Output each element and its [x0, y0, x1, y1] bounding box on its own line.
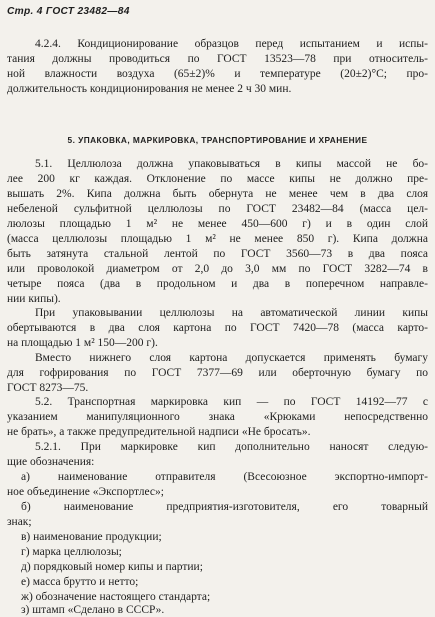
list-item: д) порядковый номер кипы и партии;	[21, 561, 203, 573]
page-header: Стр. 4 ГОСТ 23482—84	[7, 6, 130, 17]
list-item: а) наименование отправителя (Всесоюзное экспортно-импорт-	[21, 471, 428, 483]
text-line: быть затянута стальной лентой по ГОСТ 3560—73 в два пояса	[7, 248, 428, 260]
text-line: 4.2.4. Кондиционирование образцов перед испытанием и испы-	[35, 38, 428, 50]
text-line: лее 200 кг каждая. Отклонение по массе кипы не должно пре-	[7, 173, 428, 185]
section-title: 5. УПАКОВКА, МАРКИРОВКА, ТРАНСПОРТИРОВАНИЕ И ХРАНЕНИЕ	[67, 135, 368, 145]
text-line: При упаковывании целлюлозы на автоматической линии кипы	[35, 307, 428, 319]
text-line: 5.1. Целлюлоза должна упаковываться в кипы массой не бо-	[35, 158, 428, 170]
list-item: в) наименование продукции;	[21, 531, 162, 543]
list-item: б) наименование предприятия-изготовителя, его товарный	[21, 501, 428, 513]
text-line: щие обозначения:	[7, 456, 95, 468]
text-line: Вместо нижнего слоя картона допускается применять бумагу	[35, 352, 428, 364]
list-item: е) масса брутто и нетто;	[21, 576, 139, 588]
text-line: ной влажности воздуха (65±2)% и температуре (20±2)°С; про-	[7, 68, 428, 80]
list-item: ж) обозначение настоящего стандарта;	[21, 591, 211, 603]
text-line: небеленой сульфитной целлюлозы по ГОСТ 23482—84 (масса цел-	[7, 203, 428, 215]
text-line: указанием манипуляционного знака «Крюками непосредственно	[7, 411, 428, 423]
text-line: ГОСТ 8273—75.	[7, 382, 89, 394]
list-item: з) штамп «Сделано в СССР».	[21, 604, 165, 616]
text-line: люлозы площадью 1 м² не менее 450—600 г) и в один слой	[7, 218, 428, 230]
text-line: 5.2. Транспортная маркировка кип — по ГОСТ 14192—77 с	[35, 396, 428, 408]
list-item: г) марка целлюлозы;	[21, 546, 122, 558]
text-line: для гофрирования по ГОСТ 7377—69 или оберточную бумагу по	[7, 367, 428, 379]
text-line: или проволокой диаметром от 2,0 до 3,0 мм по ГОСТ 3282—74 в	[7, 263, 428, 275]
text-line: тания должны проводиться по ГОСТ 13523—78 при относитель-	[7, 53, 428, 65]
text-line: нии кипы).	[7, 293, 61, 305]
text-line: не брать», а также предупредительной надписи «Не бросать».	[7, 426, 311, 438]
text-line: (масса целлюлозы площадью 1 м² не менее 850 г). Кипа должна	[7, 233, 428, 245]
text-line: знак;	[7, 516, 32, 528]
text-line: четыре пояса (два в продольном и два в поперечном направле-	[7, 278, 428, 290]
text-line: должительность кондиционирования не менее 2 ч 30 мин.	[7, 83, 292, 95]
text-line: вышать 2%. Кипа должна быть обернута не менее чем в два слоя	[7, 188, 428, 200]
text-line: на площадью 1 м² 150—200 г).	[7, 337, 158, 349]
text-line: 5.2.1. При маркировке кип дополнительно наносят следую-	[35, 441, 428, 453]
text-line: ное объединение «Экспортлес»;	[7, 486, 164, 498]
text-line: обертываются в два слоя картона по ГОСТ 7420—78 (масса карто-	[7, 322, 428, 334]
